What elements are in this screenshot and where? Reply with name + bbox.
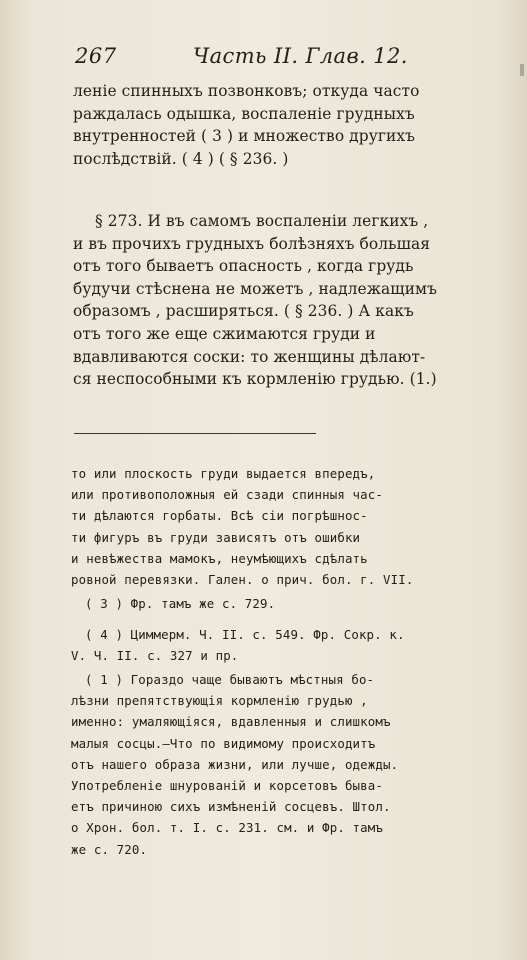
footnote-line: етъ причиною сихъ измѣненій сосцевъ. Штол. xyxy=(71,799,391,815)
footnote-line: же с. 720. xyxy=(71,841,148,857)
text-line: и въ прочихъ грудныхъ болѣзняхъ большая xyxy=(73,234,431,253)
text-line: леніе спинныхъ позвонковъ; откуда часто xyxy=(73,82,420,100)
text-line: раждалась одышка, воспаленіе грудныхъ xyxy=(73,104,415,123)
footnote-line: ( 3 ) Фр. тамъ же с. 729. xyxy=(85,596,276,611)
page-number: 267 xyxy=(75,44,117,68)
paragraph-continuation xyxy=(73,80,513,170)
page-edge-mark xyxy=(520,64,524,76)
text-line: отъ того же еще сжимаются груди и xyxy=(73,324,376,343)
footnote-line: именно: умаляющіяся, вдавленныя и слишкомъ xyxy=(71,714,391,730)
footnote-line: ти дѣлаются горбаты. Всѣ сіи погрѣшнос- xyxy=(71,508,368,524)
footnote-line: и невѣжества мамокъ, неумѣющихъ сдѣлать xyxy=(71,550,368,566)
footnote-continuation xyxy=(71,463,513,590)
text-line: образомъ , расширяться. ( § 236. ) А какъ xyxy=(73,302,414,321)
footnote-line: отъ нашего образа жизни, или лучше, одежды. xyxy=(71,756,399,772)
footnote-1 xyxy=(71,669,513,860)
running-title: Часть II. Глав. 12. xyxy=(193,44,408,68)
footnote-3 xyxy=(71,593,513,614)
footnote-line: ( 4 ) Циммерм. Ч. II. с. 549. Фр. Сокр. к. xyxy=(85,627,405,642)
footnote-line: V. Ч. II. с. 327 и пр. xyxy=(71,648,239,664)
footnote-line: лѣзни препятствующія кормленію грудью , xyxy=(71,693,368,709)
footnote-line: о Хрон. бол. т. I. с. 231. см. и Фр. тамъ xyxy=(71,820,384,836)
footnote-4 xyxy=(71,624,513,666)
footnote-line: Употребленіе шнурованій и корсетовъ быва- xyxy=(71,778,384,794)
footnote-line: ти фигуръ въ груди зависятъ отъ ошибки xyxy=(71,529,361,545)
text-line: § 273. И въ самомъ воспаленіи легкихъ , xyxy=(95,212,429,230)
text-line: отъ того бываетъ опасность , когда грудь xyxy=(73,257,414,276)
footnote-line: малыя сосцы.—Что по видимому происходитъ xyxy=(71,735,376,751)
text-line: внутренностей ( 3 ) и множество другихъ xyxy=(73,127,416,146)
text-line: будучи стѣснена не можетъ , надлежащимъ xyxy=(73,279,438,298)
paragraph-273 xyxy=(73,210,513,391)
footnote-line: ровной перевязки. Гален. о прич. бол. г. VII. xyxy=(71,572,414,588)
page-header xyxy=(75,44,495,72)
text-line: послѣдствій. ( 4 ) ( § 236. ) xyxy=(73,149,289,168)
footnote-line: ( 1 ) Гораздо чаще бываютъ мѣстныя бо- xyxy=(85,672,375,687)
footnote-divider xyxy=(74,433,316,434)
footnote-line: или противоположныя ей сзади спинныя час- xyxy=(71,487,384,503)
text-line: ся неспособными къ кормленію грудью. (1.) xyxy=(73,370,437,389)
text-line: вдавливаются соски: то женщины дѣлают- xyxy=(73,347,426,366)
footnote-line: то или плоскость груди выдается впередъ, xyxy=(71,466,376,481)
